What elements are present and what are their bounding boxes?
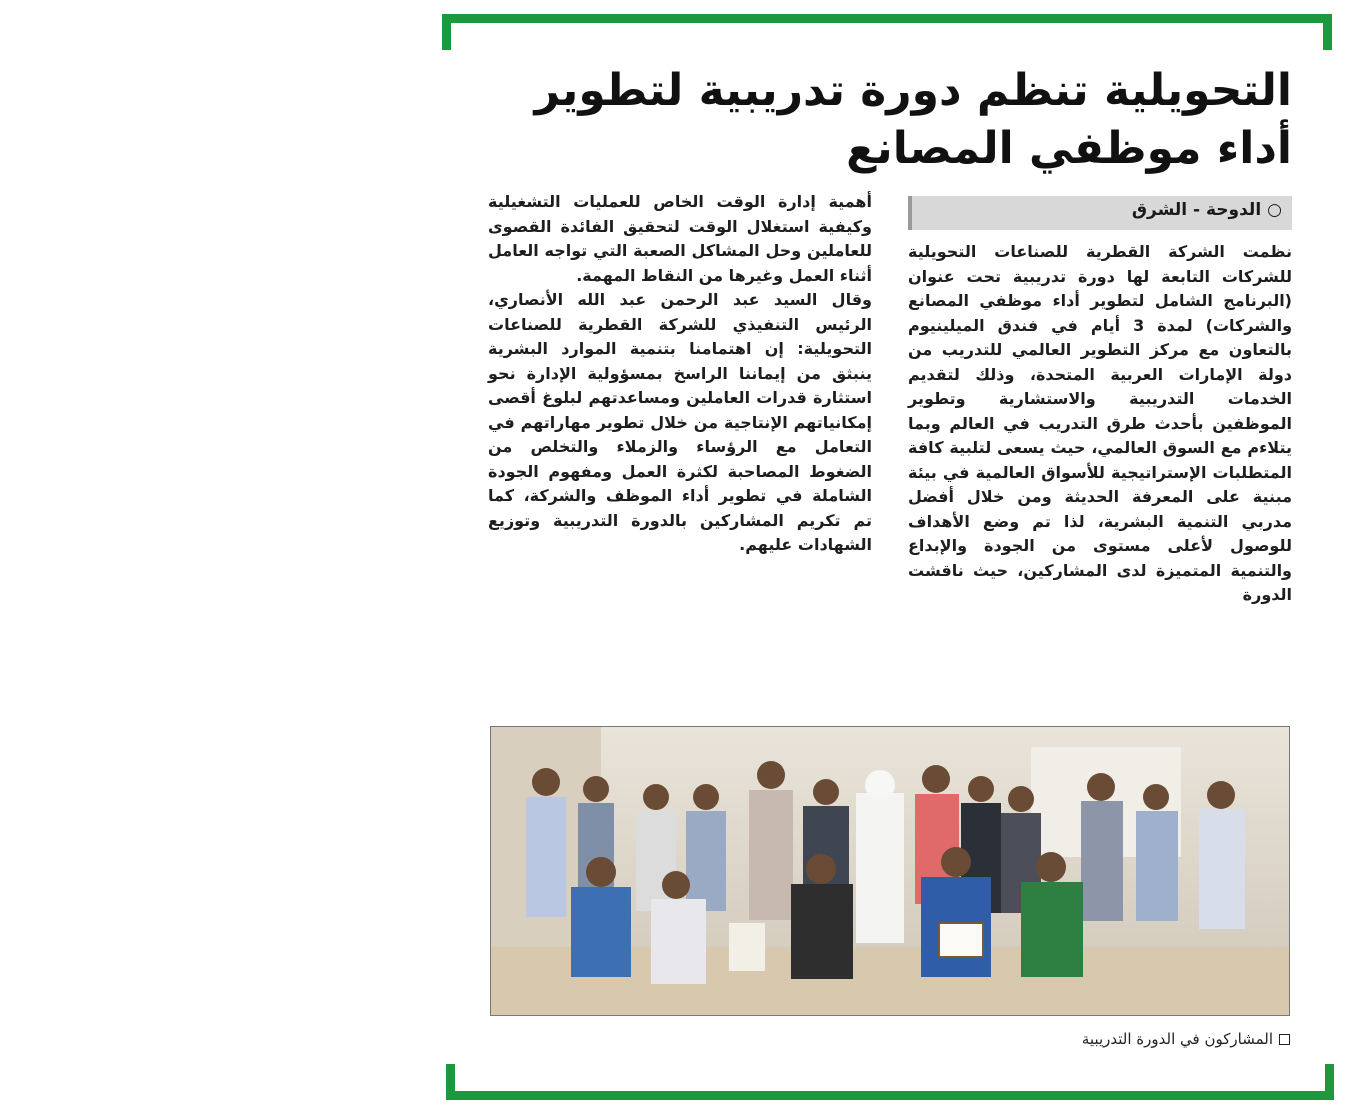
square-bullet-icon [1279,1034,1290,1045]
headline: التحويلية تنظم دورة تدريبية لتطوير أداء موظفي المصانع [534,65,1292,174]
article-column-left: أهمية إدارة الوقت الخاص للعمليات التشغيلية وكيفية استغلال الوقت لتحقيق الفائدة القصوى للعاملين وحل المشاكل الصعبة التي تواجه العامل أثناء العمل وغيرها من النقاط المهمة. وقال السيد عبد الرحمن عبد الله الأنصاري، الرئيس التنفيذي للشركة القطرية للصناعات التحويلية: إن اهتمامنا بتنمية الموارد البشرية ينبثق من إيماننا الراسخ بمسؤولية الإدارة نحو استثارة قدرات العاملين ومساعدتهم لبلوغ أقصى إمكانياتهم الإنتاجية من خلال تطوير مهاراتهم في التعامل مع الرؤساء والزملاء والتخلص من الضغوط المصاحبة لكثرة العمل ومفهوم الجودة الشاملة في تطوير أداء الموظف والشركة، كما تم تكريم المشاركين بالدورة التدريبية وتوزيع الشهادات عليهم. [488,192,872,554]
group-photo [490,726,1290,1016]
article-column-right: نظمت الشركة القطرية للصناعات التحويلية للشركات التابعة لها دورة تدريبية تحت عنوان (البرنامج الشامل لتطوير أداء موظفي المصانع والشركات) لمدة 3 أيام في فندق الميلينيوم بالتعاون مع مركز التطوير العالمي للتدريب من دولة الإمارات العربية المتحدة، وذلك لتقديم الخدمات التدريبية والاستشارية وتطوير الموظفين بأحدث طرق التدريب في العالم وبما يتلاءم مع السوق العالمي، حيث يسعى لتلبية كافة المتطلبات الإستراتيجية للأسواق العالمية في بيئة مبنية على المعرفة الحديثة ومن خلال أفضل مدربي التنمية البشرية، لذا تم وضع الأهداف للوصول لأعلى مستوى من الجودة والإبداع والتنمية المتميزة لدى المشاركين، حيث ناقشت الدورة [908,242,1293,604]
green-frame-bottom [446,1064,1334,1100]
photo-caption-text: المشاركون في الدورة التدريبية [1081,1030,1273,1048]
dateline-text: الدوحة - الشرق [1131,200,1262,220]
circle-bullet-icon: ○ [1267,200,1282,220]
photo-caption [900,1030,1290,1048]
group-photo-illustration [491,727,1290,1016]
dateline [908,196,1292,230]
green-frame-top [442,14,1332,50]
